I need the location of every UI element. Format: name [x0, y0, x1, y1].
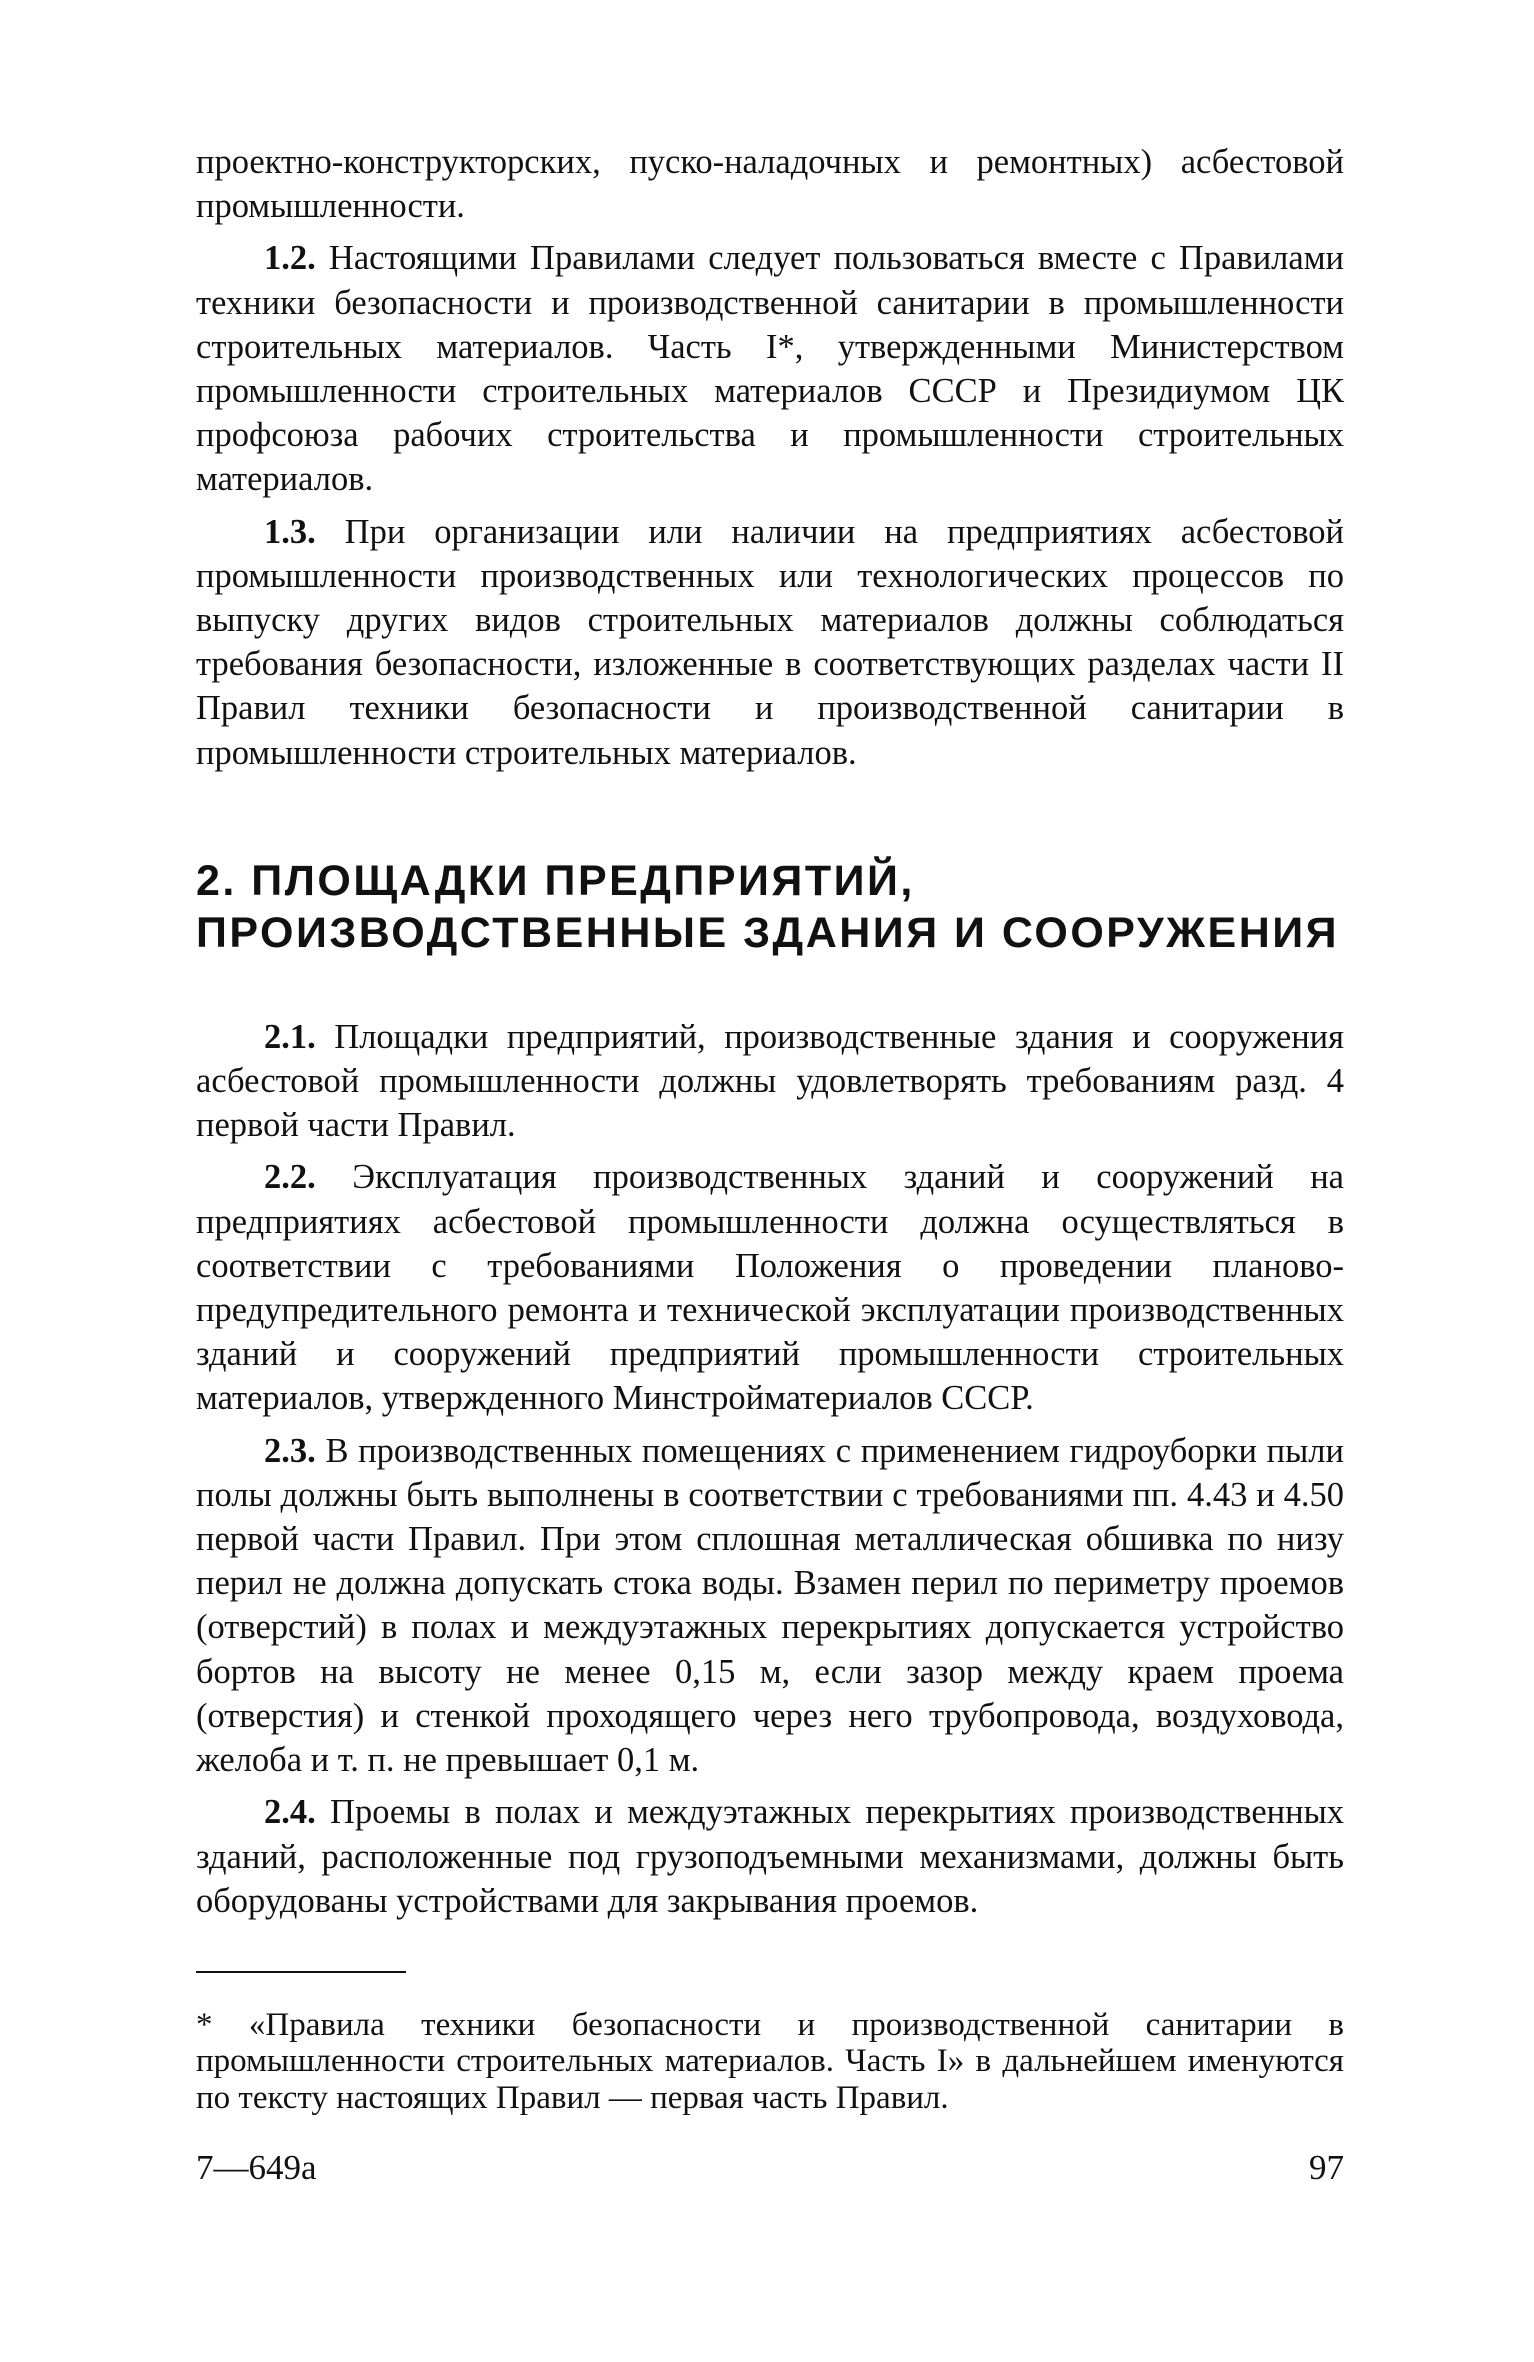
section-heading	[196, 855, 1344, 959]
clause-2-1	[196, 1015, 1344, 1148]
clause-text: Настоящими Правилами следует пользоваться вместе с Правилами техники безопасности и производственной санитарии в промышленности строительных материалов. Часть I*, утвержденными Министерством промышленности строительных материалов СССР и Президиумом ЦК профсоюза рабочих строительства и промышленности строительных материалов.	[196, 239, 1344, 499]
clause-number: 2.3.	[264, 1431, 316, 1470]
clause-1-2	[196, 236, 1344, 501]
clause-2-3	[196, 1429, 1344, 1783]
section-heading-line-1: 2. ПЛОЩАДКИ ПРЕДПРИЯТИЙ,	[196, 856, 915, 905]
page-number: 97	[1309, 2148, 1344, 2187]
document-page	[196, 140, 1344, 2116]
clause-number: 2.2.	[264, 1158, 316, 1197]
intro-paragraph: проектно-конструкторских, пуско-наладочных и ремонтных) асбестовой промышленности.	[196, 143, 1344, 226]
clause-text: При организации или наличии на предприятиях асбестовой промышленности производственных или технологических процессов по выпуску других видов строительных материалов должны соблюдаться требования безопасности, изложенные в соответствующих разделах части II Правил техники безопасности и производственной санитарии в промышленности строительных материалов.	[196, 512, 1344, 772]
footnote: * «Правила техники безопасности и производственной санитарии в промышленности строительных материалов. Часть I» в дальнейшем именуются по тексту настоящих Правил — первая часть Правил.	[196, 2006, 1344, 2116]
section-heading-line-2: ПРОИЗВОДСТВЕННЫЕ ЗДАНИЯ И СООРУЖЕНИЯ	[196, 908, 1340, 957]
clause-text: Площадки предприятий, производственные здания и сооружения асбестовой промышленности должны удовлетворять требованиям разд. 4 первой части Правил.	[196, 1017, 1344, 1145]
footnote-divider	[196, 1971, 406, 1973]
clause-number: 1.3.	[264, 512, 316, 551]
clause-2-2	[196, 1155, 1344, 1420]
clause-text: Проемы в полах и междуэтажных перекрытиях производственных зданий, расположенные под грузоподъемными механизмами, должны быть оборудованы устройствами для закрывания проемов.	[196, 1793, 1344, 1920]
clause-number: 2.1.	[264, 1017, 316, 1056]
clause-text: Эксплуатация производственных зданий и сооружений на предприятиях асбестовой промышленности должна осуществляться в соответствии с требованиями Положения о проведении планово-предупредительного ремонта и технической эксплуатации производственных зданий и сооружений предприятий промышленности строительных материалов, утвержденного Минстройматериалов СССР.	[196, 1158, 1344, 1418]
clause-text: В производственных помещениях с применением гидроуборки пыли полы должны быть выполнены в соответствии с требованиями пп. 4.43 и 4.50 первой части Правил. При этом сплошная металлическая обшивка по низу перил не должна допускать стока воды. Взамен перил по периметру проемов (отверстий) в полах и междуэтажных перекрытиях допускается устройство бортов на высоту не менее 0,15 м, если зазор между краем проема (отверстия) и стенкой проходящего через него трубопровода, воздуховода, желоба и т. п. не превышает 0,1 м.	[196, 1431, 1344, 1780]
printer-signature: 7—649а	[196, 2148, 317, 2187]
clause-number: 2.4.	[264, 1793, 316, 1832]
clause-number: 1.2.	[264, 239, 316, 278]
clause-2-4	[196, 1790, 1344, 1923]
clause-1-3	[196, 510, 1344, 775]
